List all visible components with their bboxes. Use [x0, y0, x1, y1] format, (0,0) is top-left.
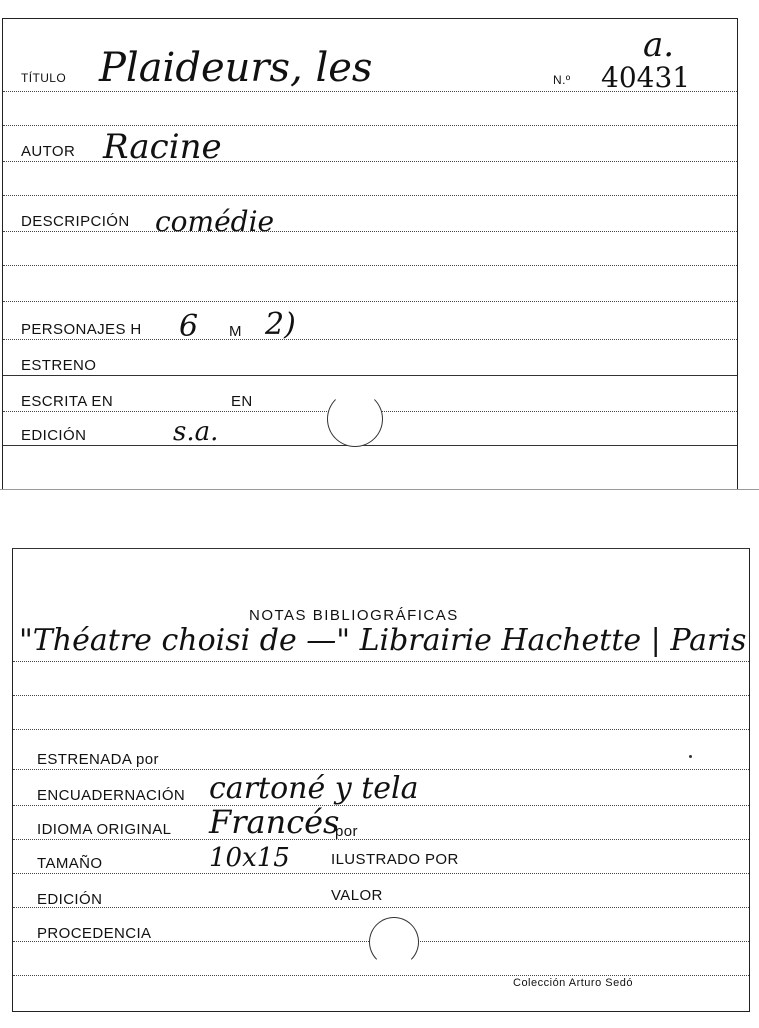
rule	[3, 445, 737, 446]
numero-label: N.º	[553, 73, 571, 87]
personajes-label: PERSONAJES H	[21, 321, 142, 338]
procedencia-label: PROCEDENCIA	[37, 925, 152, 942]
notas-value: "Théatre choisi de —" Librairie Hachette | Paris	[19, 623, 747, 658]
estreno-label: ESTRENO	[21, 357, 97, 374]
numero-value: 40431	[601, 61, 691, 94]
punch-hole	[327, 391, 383, 447]
rule	[3, 375, 737, 376]
rule	[13, 769, 749, 770]
personajes-m-label: M	[229, 323, 242, 340]
titulo-label: TÍTULO	[21, 71, 67, 85]
catalog-card-bottom	[12, 548, 750, 1012]
titulo-value: Plaideurs, les	[99, 45, 373, 91]
rule	[13, 839, 749, 840]
catalog-card-top	[2, 18, 738, 490]
autor-label: AUTOR	[21, 143, 76, 160]
punch-hole	[369, 917, 419, 967]
rule	[13, 729, 749, 730]
corner-mark: a.	[643, 25, 675, 65]
rule	[13, 661, 749, 662]
rule	[13, 695, 749, 696]
edicion-label: EDICIÓN	[21, 427, 87, 444]
rule	[3, 91, 737, 92]
ilustrado-label: ILUSTRADO POR	[331, 851, 459, 868]
rule	[3, 125, 737, 126]
rule	[3, 265, 737, 266]
descripcion-value: comédie	[155, 205, 275, 238]
rule	[3, 339, 737, 340]
escrita-en-label: EN	[231, 393, 253, 410]
rule	[13, 805, 749, 806]
rule	[3, 195, 737, 196]
idioma-label: IDIOMA ORIGINAL	[37, 821, 172, 838]
idioma-value: Francés	[209, 803, 340, 841]
escrita-label: ESCRITA EN	[21, 393, 114, 410]
ink-dot	[689, 755, 692, 758]
idioma-por-label: por	[335, 823, 358, 840]
tamano-value: 10x15	[209, 843, 290, 873]
rule	[3, 231, 737, 232]
rule	[13, 873, 749, 874]
personajes-m-value: 2)	[265, 307, 296, 342]
encuadernacion-value: cartoné y tela	[209, 771, 419, 806]
rule	[13, 907, 749, 908]
autor-value: Racine	[103, 127, 222, 167]
edicion-value: s.a.	[173, 417, 219, 447]
collection-footer: Colección Arturo Sedó	[513, 977, 633, 989]
edicion-label-2: EDICIÓN	[37, 891, 103, 908]
tamano-label: TAMAÑO	[37, 855, 103, 872]
rule	[13, 975, 749, 976]
card-separator	[0, 489, 759, 490]
estrenada-label: ESTRENADA por	[37, 751, 159, 768]
encuadernacion-label: ENCUADERNACIÓN	[37, 787, 186, 804]
descripcion-label: DESCRIPCIÓN	[21, 213, 130, 230]
notas-label: NOTAS BIBLIOGRÁFICAS	[249, 607, 459, 624]
rule	[3, 301, 737, 302]
personajes-h-value: 6	[179, 309, 199, 344]
rule	[3, 161, 737, 162]
valor-label: VALOR	[331, 887, 383, 904]
